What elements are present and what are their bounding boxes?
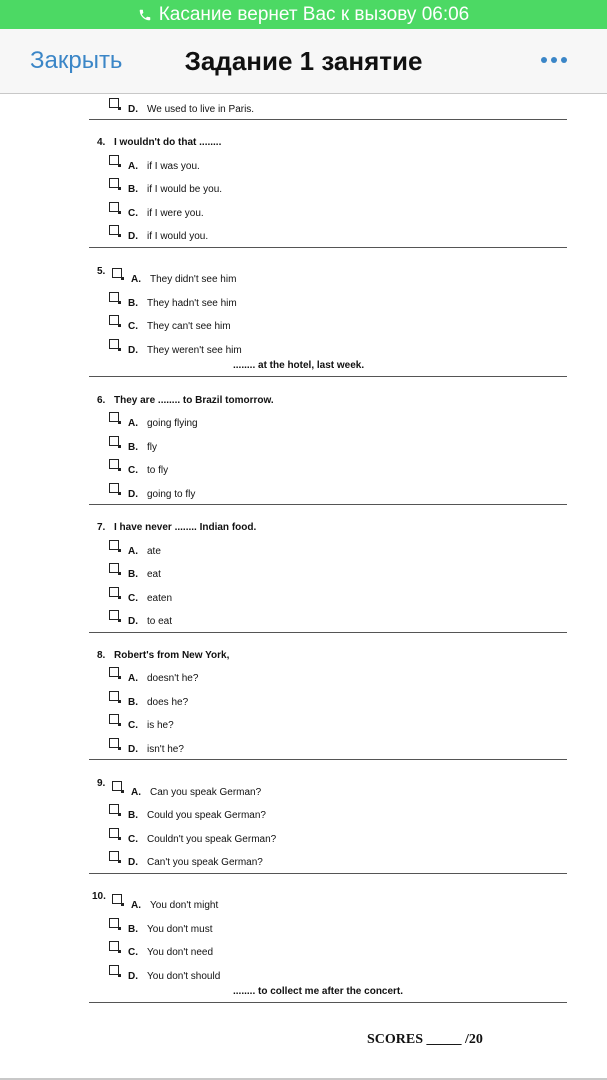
option-letter: B. <box>128 924 138 935</box>
option-letter: A. <box>131 900 141 911</box>
option-letter: A. <box>128 161 138 172</box>
question-text: I have never ........ Indian food. <box>114 522 257 533</box>
answer-option[interactable] <box>128 593 172 604</box>
question-number: 5. <box>97 266 106 277</box>
option-letter: A. <box>128 673 138 684</box>
option-text: They hadn't see him <box>147 298 237 309</box>
answer-option[interactable] <box>128 744 184 755</box>
option-text: if I was you. <box>147 161 200 172</box>
answer-option[interactable] <box>128 298 237 309</box>
option-letter: B. <box>128 697 138 708</box>
answer-option[interactable] <box>128 442 157 453</box>
section-divider <box>89 632 567 633</box>
answer-option[interactable] <box>128 546 161 557</box>
answer-option[interactable] <box>128 697 188 708</box>
question-number: 8. <box>97 650 106 661</box>
option-text: if I would be you. <box>147 184 223 195</box>
option-text: eaten <box>147 593 173 604</box>
answer-checkbox[interactable] <box>109 804 119 814</box>
answer-option[interactable] <box>131 900 218 911</box>
option-text: to eat <box>147 616 173 627</box>
answer-checkbox[interactable] <box>109 610 119 620</box>
option-letter: D. <box>128 744 138 755</box>
page-title: Задание 1 занятие <box>184 46 423 76</box>
option-letter: C. <box>128 834 138 845</box>
section-divider <box>89 759 567 760</box>
question-continuation: ........ to collect me after the concert. <box>233 986 404 997</box>
option-text: isn't he? <box>147 744 184 755</box>
question-continuation: ........ at the hotel, last week. <box>233 360 365 371</box>
option-text: They weren't see him <box>147 345 242 356</box>
option-letter: D. <box>128 489 138 500</box>
answer-option[interactable] <box>128 569 161 580</box>
option-text: Could you speak German? <box>147 810 266 821</box>
option-letter: D. <box>128 971 138 982</box>
answer-checkbox[interactable] <box>109 225 119 235</box>
answer-checkbox[interactable] <box>109 738 119 748</box>
question-text: Robert's from New York, <box>114 650 230 661</box>
answer-option[interactable] <box>128 720 174 731</box>
option-text: fly <box>147 442 157 453</box>
answer-checkbox[interactable] <box>109 202 119 212</box>
answer-checkbox[interactable] <box>109 828 119 838</box>
answer-checkbox[interactable] <box>109 691 119 701</box>
section-divider <box>89 376 567 377</box>
option-letter: D. <box>128 857 138 868</box>
call-status-text: Касание вернет Вас к вызову 06:06 <box>158 3 470 25</box>
option-text: Can you speak German? <box>150 787 262 798</box>
answer-checkbox[interactable] <box>109 563 119 573</box>
option-text: We used to live in Paris. <box>147 104 255 115</box>
answer-option[interactable] <box>128 834 276 845</box>
answer-checkbox[interactable] <box>109 339 119 349</box>
option-text: Can't you speak German? <box>147 857 263 868</box>
answer-option[interactable] <box>131 274 236 285</box>
scores-line: SCORES _____ /20 <box>367 1032 483 1047</box>
option-letter: C. <box>128 720 138 731</box>
option-text: if I were you. <box>147 208 204 219</box>
option-text: They didn't see him <box>150 274 237 285</box>
option-letter: A. <box>131 787 141 798</box>
answer-checkbox[interactable] <box>109 412 119 422</box>
option-letter: B. <box>128 298 138 309</box>
answer-option[interactable] <box>131 787 261 798</box>
section-divider <box>89 119 567 120</box>
option-letter: B. <box>128 442 138 453</box>
answer-option[interactable] <box>128 465 168 476</box>
answer-checkbox[interactable] <box>109 98 119 108</box>
option-letter: A. <box>128 418 138 429</box>
option-text: ate <box>147 546 161 557</box>
answer-checkbox[interactable] <box>109 178 119 188</box>
phone-icon <box>138 8 152 22</box>
answer-option[interactable] <box>128 231 208 242</box>
answer-option[interactable] <box>128 321 231 332</box>
answer-checkbox[interactable] <box>109 714 119 724</box>
option-text: doesn't he? <box>147 673 199 684</box>
answer-option[interactable] <box>128 616 172 627</box>
question-text: They are ........ to Brazil tomorrow. <box>114 395 274 406</box>
answer-option[interactable] <box>128 104 254 115</box>
answer-checkbox[interactable] <box>112 894 122 904</box>
section-divider <box>89 247 567 248</box>
answer-option[interactable] <box>128 184 222 195</box>
option-text: to fly <box>147 465 169 476</box>
question-number: 6. <box>97 395 106 406</box>
option-text: going to fly <box>147 489 196 500</box>
navigation-bar <box>0 29 607 94</box>
answer-checkbox[interactable] <box>109 540 119 550</box>
option-letter: C. <box>128 465 138 476</box>
option-letter: C. <box>128 208 138 219</box>
option-text: Couldn't you speak German? <box>147 834 277 845</box>
answer-checkbox[interactable] <box>109 941 119 951</box>
option-text: if I would you. <box>147 231 209 242</box>
option-text: You don't should <box>147 971 221 982</box>
ellipsis-icon[interactable] <box>541 57 567 63</box>
option-letter: C. <box>128 321 138 332</box>
question-number: 9. <box>97 778 106 789</box>
answer-checkbox[interactable] <box>109 315 119 325</box>
option-text: is he? <box>147 720 174 731</box>
answer-checkbox[interactable] <box>109 667 119 677</box>
option-text: going flying <box>147 418 198 429</box>
close-button[interactable]: Закрыть <box>30 47 123 74</box>
answer-checkbox[interactable] <box>109 918 119 928</box>
option-letter: B. <box>128 184 138 195</box>
answer-option[interactable] <box>128 208 204 219</box>
answer-checkbox[interactable] <box>109 436 119 446</box>
answer-checkbox[interactable] <box>109 459 119 469</box>
answer-option[interactable] <box>128 673 198 684</box>
option-letter: A. <box>128 546 138 557</box>
option-text: does he? <box>147 697 189 708</box>
answer-checkbox[interactable] <box>109 483 119 493</box>
option-text: You don't need <box>147 947 214 958</box>
answer-checkbox[interactable] <box>109 965 119 975</box>
answer-option[interactable] <box>128 971 220 982</box>
question-text: I wouldn't do that ........ <box>114 137 222 148</box>
option-text: They can't see him <box>147 321 231 332</box>
answer-checkbox[interactable] <box>112 268 122 278</box>
answer-option[interactable] <box>128 345 242 356</box>
option-letter: D. <box>128 231 138 242</box>
question-number: 4. <box>97 137 106 148</box>
question-number: 10. <box>92 891 106 902</box>
answer-option[interactable] <box>128 489 195 500</box>
answer-option[interactable] <box>128 924 212 935</box>
option-text: You don't might <box>150 900 219 911</box>
answer-checkbox[interactable] <box>112 781 122 791</box>
answer-option[interactable] <box>128 947 213 958</box>
answer-option[interactable] <box>128 418 198 429</box>
option-letter: C. <box>128 593 138 604</box>
option-letter: D. <box>128 104 138 115</box>
answer-checkbox[interactable] <box>109 851 119 861</box>
answer-option[interactable] <box>128 810 266 821</box>
question-number: 7. <box>97 522 106 533</box>
answer-checkbox[interactable] <box>109 155 119 165</box>
option-letter: C. <box>128 947 138 958</box>
option-text: You don't must <box>147 924 213 935</box>
section-divider <box>89 504 567 505</box>
option-letter: B. <box>128 810 138 821</box>
answer-checkbox[interactable] <box>109 292 119 302</box>
answer-option[interactable] <box>128 857 263 868</box>
option-letter: A. <box>131 274 141 285</box>
option-letter: D. <box>128 345 138 356</box>
answer-option[interactable] <box>128 161 200 172</box>
document-content <box>0 94 607 1080</box>
option-letter: B. <box>128 569 138 580</box>
section-divider <box>89 1002 567 1003</box>
answer-checkbox[interactable] <box>109 587 119 597</box>
option-letter: D. <box>128 616 138 627</box>
option-text: eat <box>147 569 161 580</box>
section-divider <box>89 873 567 874</box>
call-status-bar[interactable] <box>0 0 607 29</box>
